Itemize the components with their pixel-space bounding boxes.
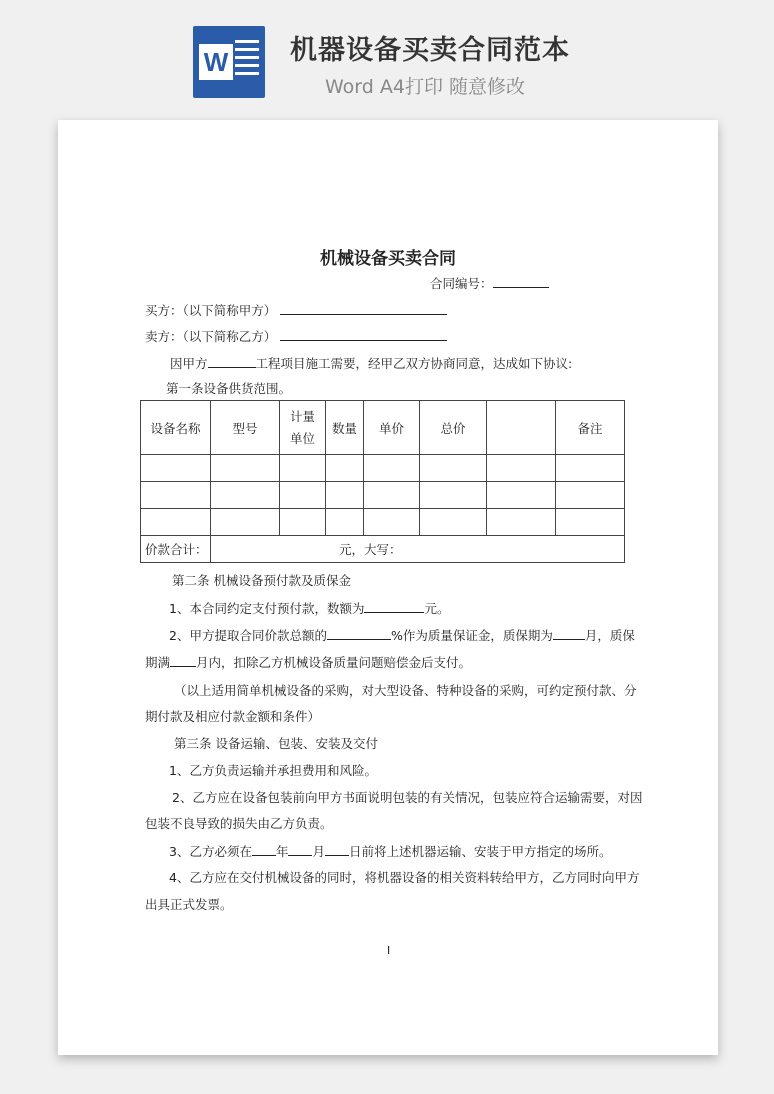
note-line-2: 期付款及相应付款金额和条件） xyxy=(145,709,321,724)
contract-number-label: 合同编号： xyxy=(430,276,493,291)
intro-line: 因甲方 工程项目施工需要，经甲乙双方协商同意，达成如下协议: xyxy=(170,356,573,371)
equipment-table xyxy=(140,400,625,563)
article-3-item-1: 1、乙方负责运输并承担费用和风险。 xyxy=(169,763,377,778)
article-3-item-2-cont: 包装不良导致的损失由乙方负责。 xyxy=(145,816,333,831)
document-page xyxy=(58,120,718,1055)
buyer-label: 买方：（以下简称甲方） xyxy=(145,303,277,318)
document-title: 机械设备买卖合同 xyxy=(320,249,456,269)
col-header-unit: 计量 单位 xyxy=(280,401,326,455)
article-2-item-2: 2、甲方提取合同价款总额的 %作为质量保证金，质保期为 月，质保 xyxy=(169,628,635,643)
seller-label: 卖方：（以下简称乙方） xyxy=(145,329,277,344)
contract-number-line xyxy=(430,275,549,292)
col-header-remarks: 备注 xyxy=(556,401,625,455)
col-header-total: 总价 xyxy=(420,401,487,455)
col-header-unit-price: 单价 xyxy=(364,401,420,455)
article-3-heading: 第三条 设备运输、包装、安装及交付 xyxy=(174,736,378,751)
article-2-item-2-cont: 期满 月内，扣除乙方机械设备质量问题赔偿金后支付。 xyxy=(145,655,472,670)
seller-line xyxy=(145,328,447,345)
total-label: 价款合计： xyxy=(141,536,211,563)
table-row xyxy=(141,482,625,509)
article-3-item-2: 2、乙方应在设备包装前向甲方书面说明包装的有关情况，包装应符合运输需要，对因 xyxy=(172,790,643,805)
article-3-item-3: 3、乙方必须在 年 月 日前将上述机器运输、安装于甲方指定的场所。 xyxy=(169,844,612,859)
note-line-1: （以上适用简单机械设备的采购，对大型设备、特种设备的采购，可约定预付款、分 xyxy=(174,683,637,698)
page-number: I xyxy=(387,944,391,957)
col-header-qty: 数量 xyxy=(326,401,364,455)
page-subtitle: Word A4打印 随意修改 xyxy=(325,76,526,98)
header xyxy=(0,0,774,118)
table-total-row xyxy=(141,536,625,563)
page-title: 机器设备买卖合同范本 xyxy=(290,35,570,66)
article-1-heading: 第一条设备供货范围。 xyxy=(166,381,292,396)
table-row xyxy=(141,509,625,536)
article-2-heading: 第二条 机械设备预付款及质保金 xyxy=(172,573,351,588)
word-icon xyxy=(193,26,265,98)
article-3-item-4-cont: 出具正式发票。 xyxy=(145,897,233,912)
article-2-item-1: 1、本合同约定支付预付款，数额为 元。 xyxy=(169,601,450,616)
buyer-line xyxy=(145,302,447,319)
col-header-blank xyxy=(487,401,556,455)
col-header-model: 型号 xyxy=(211,401,280,455)
col-header-name: 设备名称 xyxy=(141,401,211,455)
article-3-item-4: 4、乙方应在交付机械设备的同时，将机器设备的相关资料转给甲方，乙方同时向甲方 xyxy=(169,870,640,885)
table-row xyxy=(141,455,625,482)
total-amount: 元，大写： xyxy=(211,536,625,563)
word-logo-letter: W xyxy=(199,44,233,80)
